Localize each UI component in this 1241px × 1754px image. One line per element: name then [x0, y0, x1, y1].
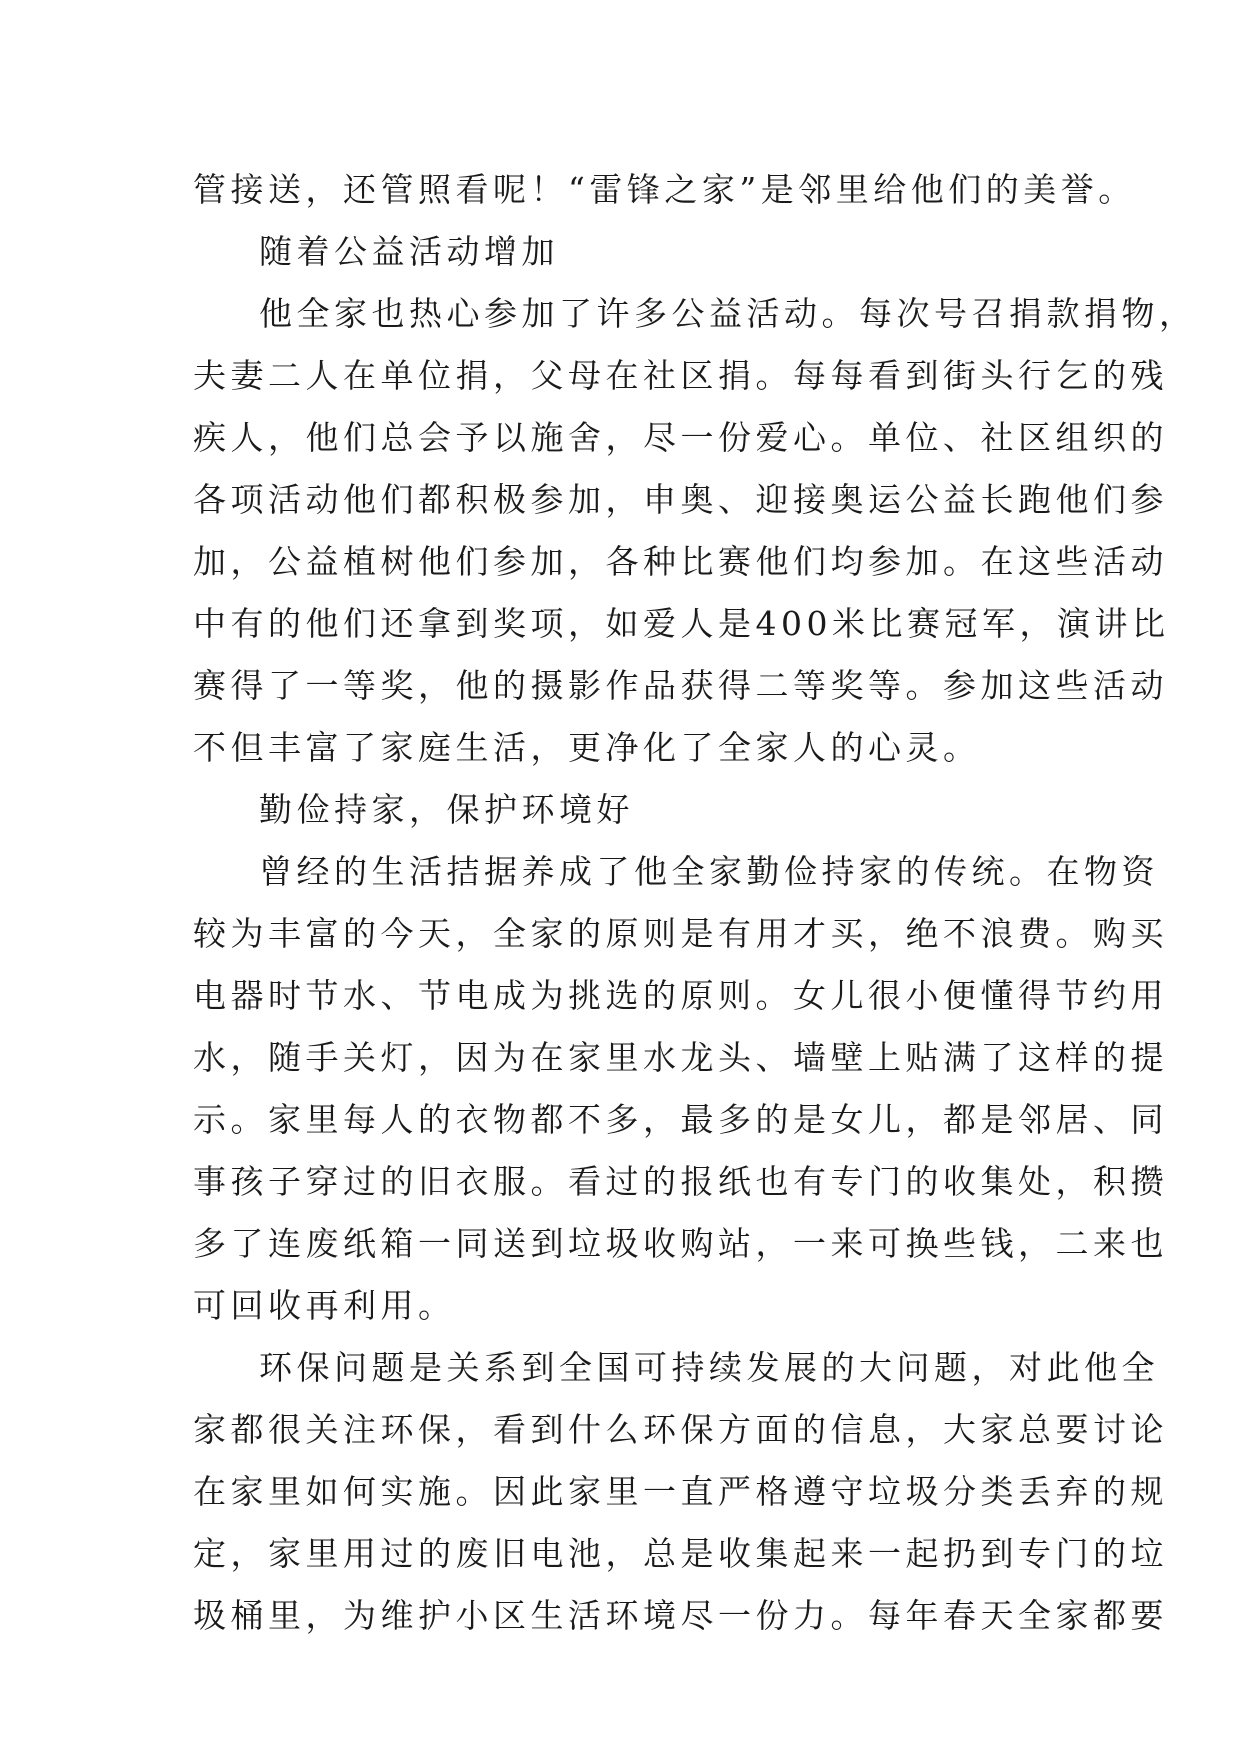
- text-line: 赛得了一等奖，他的摄影作品获得二等奖等。参加这些活动: [193, 666, 1168, 705]
- section-heading-charity: 随着公益活动增加: [259, 232, 559, 271]
- text-line: 事孩子穿过的旧衣服。看过的报纸也有专门的收集处，积攒: [193, 1162, 1168, 1201]
- text-line: 多了连废纸箱一同送到垃圾收购站，一来可换些钱，二来也: [193, 1224, 1168, 1263]
- text-line: 在家里如何实施。因此家里一直严格遵守垃圾分类丢弃的规: [193, 1472, 1168, 1511]
- text-line: 电器时节水、节电成为挑选的原则。女儿很小便懂得节约用: [193, 976, 1168, 1015]
- text-line: 管接送，还管照看呢！“雷锋之家”是邻里给他们的美誉。: [193, 170, 1136, 209]
- text-line: 他全家也热心参加了许多公益活动。每次号召捐款捐物，: [259, 294, 1197, 333]
- text-line: 夫妻二人在单位捐，父母在社区捐。每每看到街头行乞的残: [193, 356, 1168, 395]
- text-line: 疾人，他们总会予以施舍，尽一份爱心。单位、社区组织的: [193, 418, 1168, 457]
- text-line: 较为丰富的今天，全家的原则是有用才买，绝不浪费。购买: [193, 914, 1168, 953]
- text-line: 曾经的生活拮据养成了他全家勤俭持家的传统。在物资: [259, 852, 1159, 891]
- text-line: 环保问题是关系到全国可持续发展的大问题，对此他全: [259, 1348, 1159, 1387]
- text-line: 水，随手关灯，因为在家里水龙头、墙壁上贴满了这样的提: [193, 1038, 1168, 1077]
- text-line: 家都很关注环保，看到什么环保方面的信息，大家总要讨论: [193, 1410, 1168, 1449]
- document-body: [193, 159, 1197, 1647]
- text-line: 加，公益植树他们参加，各种比赛他们均参加。在这些活动: [193, 542, 1168, 581]
- text-line: 中有的他们还拿到奖项，如爱人是400米比赛冠军，演讲比: [193, 604, 1170, 643]
- text-line: 定，家里用过的废旧电池，总是收集起来一起扔到专门的垃: [193, 1534, 1168, 1573]
- text-line: 各项活动他们都积极参加，申奥、迎接奥运公益长跑他们参: [193, 480, 1168, 519]
- section-heading-thrift: 勤俭持家，保护环境好: [259, 790, 634, 829]
- text-line: 示。家里每人的衣物都不多，最多的是女儿，都是邻居、同: [193, 1100, 1168, 1139]
- text-line: 可回收再利用。: [193, 1286, 456, 1325]
- text-line: 圾桶里，为维护小区生活环境尽一份力。每年春天全家都要: [193, 1596, 1168, 1635]
- text-line: 不但丰富了家庭生活，更净化了全家人的心灵。: [193, 728, 981, 767]
